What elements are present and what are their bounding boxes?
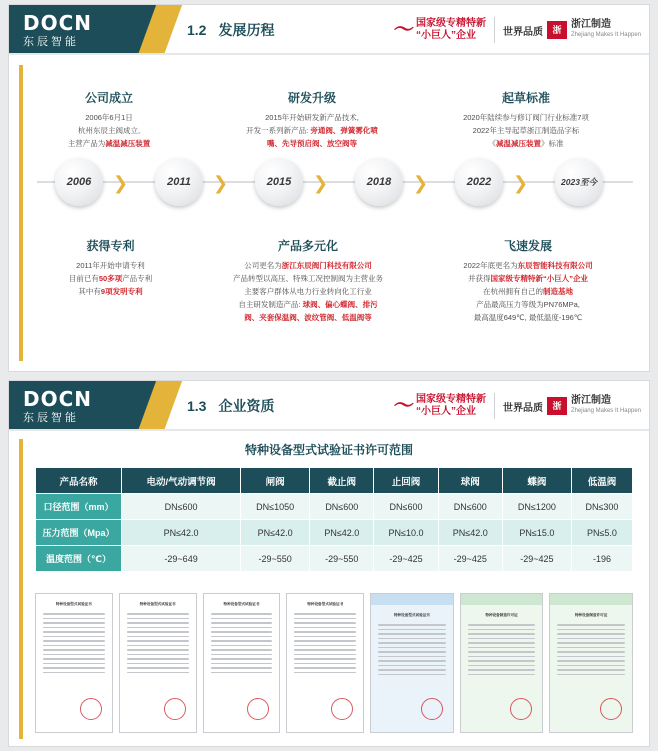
logo-main-text: DOCN — [23, 11, 93, 35]
timeline-entry-2023 — [423, 237, 633, 324]
entry-line: 开发一系列新产品: 旁通阀、弹簧雾化喷 — [246, 126, 378, 135]
certificate-body-lines — [557, 624, 625, 675]
timeline-entry-2018 — [193, 237, 423, 324]
entry-line: 主营产品为减温减压装置 — [67, 139, 151, 148]
entry-line: 最高温度649℃, 最低温度-196℃ — [473, 313, 583, 322]
table-cell: DN≤600 — [438, 494, 502, 520]
table-row — [36, 520, 633, 546]
table-header-cell: 电动/气动调节阀 — [122, 468, 241, 494]
badge-two-cn: 浙江制造 — [570, 19, 611, 30]
entry-title: 产品多元化 — [277, 239, 338, 253]
red-seal-icon — [80, 698, 102, 720]
table-cell: -29~425 — [438, 546, 502, 572]
slide-header — [9, 5, 649, 55]
entry-line: 2020年陆续参与修订阀门行业标准7项 — [463, 113, 589, 122]
table-header-cell: 产品名称 — [36, 468, 122, 494]
entry-line: 主要客户群体从电力行业转向化工行业 — [244, 287, 372, 296]
swoosh-icon: 〜 — [391, 19, 412, 41]
page-title — [187, 20, 274, 40]
entry-line: 2022年底更名为东辰智能科技有限公司 — [463, 261, 593, 270]
entry-line: 阀、夹套保温阀、波纹管阀、低温阀等 — [244, 313, 372, 322]
timeline-node-2015: 2015 — [255, 158, 303, 206]
table-header-cell: 低温阀 — [571, 468, 632, 494]
entry-line: 并获得国家级专精特新“小巨人”企业 — [468, 274, 588, 283]
timeline-node-2006: 2006 — [55, 158, 103, 206]
timeline-node-2011: 2011 — [155, 158, 203, 206]
section-title: 发展历程 — [218, 22, 275, 38]
timeline-node-2018: 2018 — [355, 158, 403, 206]
entry-line: 其中有9项发明专利 — [78, 287, 143, 296]
certificate-body-lines — [468, 624, 536, 675]
timeline-arrow-icon: ❯ — [113, 173, 129, 193]
row-label: 温度范围（℃） — [36, 546, 122, 572]
entry-title: 研发升级 — [287, 91, 336, 105]
table-cell: PN≤42.0 — [122, 520, 241, 546]
zhejiang-mark-icon: 浙 — [547, 21, 567, 39]
slide-company-qualifications — [8, 380, 650, 747]
entry-line: 产品转型以高压、特殊工况控制阀为主营业务 — [233, 274, 383, 283]
table-header-row — [36, 468, 633, 494]
zhejiang-mark-icon: 浙 — [547, 397, 567, 415]
left-accent-bar — [19, 439, 23, 739]
timeline-arrow-icon: ❯ — [513, 173, 529, 193]
company-logo — [23, 13, 92, 48]
qualifications-body — [9, 431, 649, 747]
table-cell: -29~425 — [502, 546, 571, 572]
badge-one-line2: “小巨人”企业 — [415, 30, 476, 41]
section-number: 1.3 — [187, 398, 207, 414]
company-logo — [23, 389, 92, 424]
slide-development-history — [8, 4, 650, 372]
badge-zhejiang-made — [503, 395, 641, 417]
badge-divider — [494, 393, 495, 419]
badge-specialized-new — [392, 18, 486, 42]
timeline-node-2023: 2023至今 — [555, 158, 603, 206]
entry-line: 嘴、先导预启阀、放空阀等 — [267, 139, 357, 148]
table-row — [36, 546, 633, 572]
certificate-thumbnail[interactable] — [370, 593, 454, 733]
section-title: 企业资质 — [218, 398, 275, 414]
certificate-title: 特种设备制造许可证 — [485, 613, 518, 617]
badge-two-label: 世界品质 — [502, 26, 543, 38]
swoosh-icon: 〜 — [391, 395, 412, 417]
table-cell: PN≤42.0 — [438, 520, 502, 546]
badge-one-line1: 国家级专精特新 — [415, 18, 486, 29]
table-cell: -196 — [571, 546, 632, 572]
table-cell: -29~550 — [241, 546, 310, 572]
table-cell: PN≤15.0 — [502, 520, 571, 546]
timeline-entry-2015 — [217, 89, 407, 150]
table-cell: DN≤600 — [310, 494, 374, 520]
certificate-title: 特种设备制造许可证 — [574, 613, 608, 617]
red-seal-icon — [510, 698, 532, 720]
header-badges — [392, 388, 641, 424]
entry-title: 飞速发展 — [503, 239, 552, 253]
entry-line: 《减温减压装置》标准 — [488, 139, 564, 148]
table-header-cell: 闸阀 — [241, 468, 310, 494]
table-cell: PN≤42.0 — [310, 520, 374, 546]
certificate-thumbnail[interactable] — [119, 593, 197, 733]
entry-line: 2015年开始研发新产品技术, — [265, 113, 359, 122]
table-cell: DN≤1200 — [502, 494, 571, 520]
certificate-title: 特种设备型式试验证书 — [55, 602, 92, 606]
entry-line: 公司更名为浙江东辰阀门科技有限公司 — [244, 261, 372, 270]
certificate-body-lines — [127, 613, 189, 673]
certificate-thumbnail[interactable] — [203, 593, 281, 733]
entry-line: 产品最高压力等级为PN76MPa, — [476, 300, 580, 309]
badge-divider — [494, 17, 495, 43]
badge-two-en: Zhejiang Makes It Happen — [570, 32, 641, 38]
table-header-cell: 截止阀 — [310, 468, 374, 494]
certificate-title: 特种设备型式试验证书 — [307, 602, 344, 606]
logo-sub-text: 东辰智能 — [23, 36, 79, 48]
table-cell: -29~550 — [310, 546, 374, 572]
certificate-header-band — [371, 594, 453, 605]
entry-line: 目前已有50多项产品专利 — [68, 274, 153, 283]
red-seal-icon — [421, 698, 443, 720]
timeline-arrow-icon: ❯ — [413, 173, 429, 193]
certificate-gallery — [35, 593, 633, 733]
certificate-thumbnail[interactable] — [460, 593, 544, 733]
certificate-thumbnail[interactable] — [35, 593, 113, 733]
table-cell: DN≤300 — [571, 494, 632, 520]
spec-table — [35, 467, 633, 572]
entry-line: 2022年主导起草浙江制造品字标 — [472, 126, 580, 135]
table-cell: PN≤42.0 — [241, 520, 310, 546]
certificate-thumbnail[interactable] — [286, 593, 364, 733]
certificate-title: 特种设备型式试验证书 — [393, 613, 430, 617]
red-seal-icon — [600, 698, 622, 720]
table-cell: DN≤600 — [122, 494, 241, 520]
timeline-arrow-icon: ❯ — [213, 173, 229, 193]
table-cell: -29~649 — [122, 546, 241, 572]
certificate-body-lines — [378, 624, 446, 675]
entry-title: 公司成立 — [84, 91, 133, 105]
red-seal-icon — [331, 698, 353, 720]
certificate-thumbnail[interactable] — [549, 593, 633, 733]
entry-line: 杭州东辰主阀成立, — [77, 126, 141, 135]
table-header-cell: 止回阀 — [374, 468, 438, 494]
certificate-body-lines — [43, 613, 105, 673]
entry-line: 2011年开始申请专利 — [76, 261, 145, 270]
badge-two-en: Zhejiang Makes It Happen — [570, 408, 641, 414]
badge-zhejiang-made — [503, 19, 641, 41]
page-title — [187, 396, 274, 416]
row-label: 压力范围（Mpa） — [36, 520, 122, 546]
timeline-body — [9, 55, 649, 372]
table-row — [36, 494, 633, 520]
table-cell: DN≤600 — [374, 494, 438, 520]
entry-line: 2006年6月1日 — [85, 113, 133, 122]
entry-title: 起草标准 — [501, 91, 550, 105]
table-cell: PN≤10.0 — [374, 520, 438, 546]
certificate-header-band — [550, 594, 632, 605]
timeline-node-2022: 2022 — [455, 158, 503, 206]
left-accent-bar — [19, 65, 23, 361]
slide-header — [9, 381, 649, 431]
certificate-title: 特种设备型式试验证书 — [139, 602, 176, 606]
timeline-entry-2006 — [29, 89, 189, 150]
table-cell: -29~425 — [374, 546, 438, 572]
certificate-body-lines — [211, 613, 273, 673]
red-seal-icon — [247, 698, 269, 720]
row-label: 口径范围（mm） — [36, 494, 122, 520]
timeline-entry-2022 — [421, 89, 631, 150]
entry-line: 在杭州拥有自己的制造基地 — [483, 287, 573, 296]
table-cell: DN≤1050 — [241, 494, 310, 520]
badge-specialized-new — [392, 394, 486, 418]
logo-sub-text: 东辰智能 — [23, 412, 79, 424]
table-header-cell: 蝶阀 — [502, 468, 571, 494]
badge-one-line1: 国家级专精特新 — [415, 394, 486, 405]
certificate-body-lines — [294, 613, 356, 673]
table-caption: 特种设备型式试验证书许可范围 — [244, 443, 413, 457]
badge-one-line2: “小巨人”企业 — [415, 406, 476, 417]
timeline-arrow-icon: ❯ — [313, 173, 329, 193]
entry-title: 获得专利 — [86, 239, 135, 253]
red-seal-icon — [164, 698, 186, 720]
header-badges — [392, 12, 641, 48]
badge-two-label: 世界品质 — [502, 402, 543, 414]
section-number: 1.2 — [187, 22, 207, 38]
logo-main-text: DOCN — [23, 387, 93, 411]
entry-line: 自主研发制造产品: 球阀、偏心蝶阀、排污 — [238, 300, 378, 309]
timeline-entry-2011 — [23, 237, 198, 298]
certificate-title: 特种设备型式试验证书 — [223, 602, 260, 606]
badge-two-cn: 浙江制造 — [570, 395, 611, 406]
table-header-cell: 球阀 — [438, 468, 502, 494]
table-cell: PN≤5.0 — [571, 520, 632, 546]
certificate-header-band — [461, 594, 543, 605]
